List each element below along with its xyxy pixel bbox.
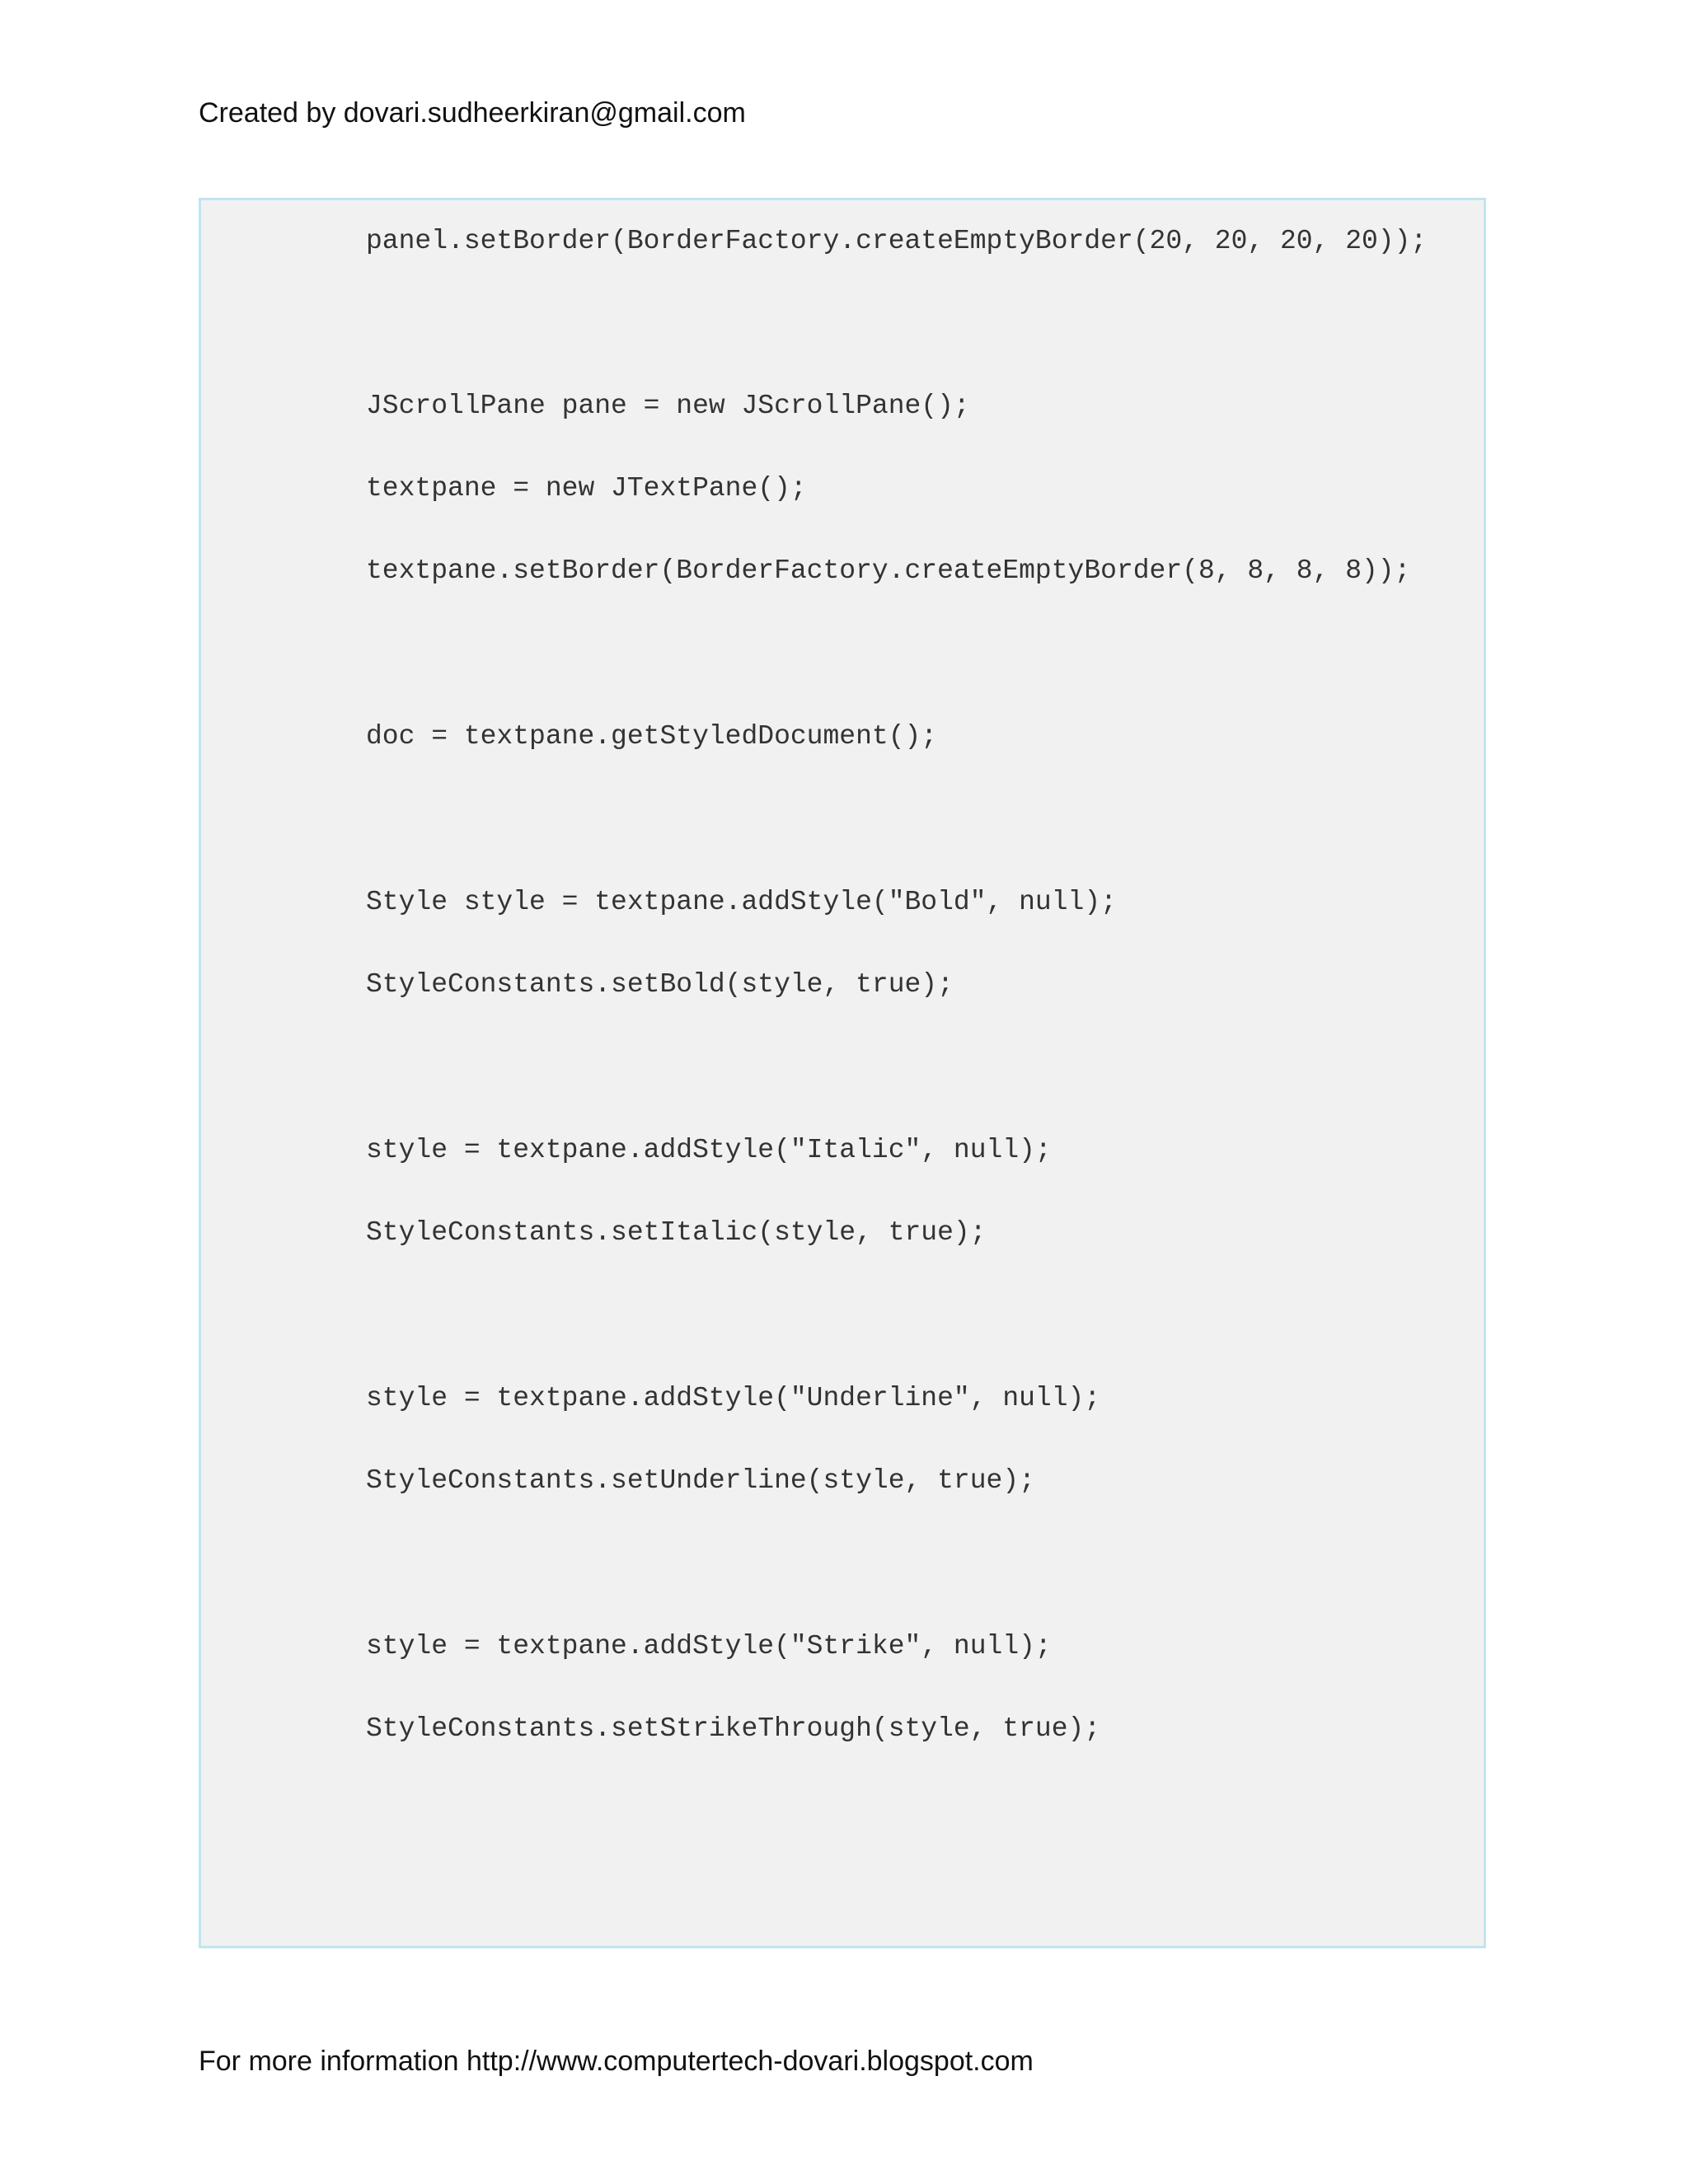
- page-footer: For more information http://www.computertech-dovari.blogspot.com: [199, 2046, 1034, 2077]
- code-line: textpane.setBorder(BorderFactory.createEmptyBorder(8, 8, 8, 8));: [366, 555, 1411, 586]
- code-line: textpane = new JTextPane();: [366, 473, 807, 504]
- code-block: [199, 198, 1486, 1948]
- code-line: StyleConstants.setBold(style, true);: [366, 969, 954, 1000]
- code-line: panel.setBorder(BorderFactory.createEmptyBorder(20, 20, 20, 20));: [366, 226, 1428, 256]
- code-line: JScrollPane pane = new JScrollPane();: [366, 391, 970, 421]
- code-line: StyleConstants.setItalic(style, true);: [366, 1217, 987, 1248]
- code-line: style = textpane.addStyle("Strike", null);: [366, 1631, 1052, 1661]
- code-line: StyleConstants.setUnderline(style, true);: [366, 1465, 1035, 1496]
- code-line: StyleConstants.setStrikeThrough(style, true);: [366, 1713, 1101, 1744]
- code-line: Style style = textpane.addStyle("Bold", null);: [366, 887, 1117, 917]
- code-line: doc = textpane.getStyledDocument();: [366, 721, 938, 752]
- code-line: style = textpane.addStyle("Italic", null);: [366, 1135, 1052, 1165]
- page-header: Created by dovari.sudheerkiran@gmail.com: [199, 97, 746, 129]
- code-line: style = textpane.addStyle("Underline", null);: [366, 1383, 1101, 1413]
